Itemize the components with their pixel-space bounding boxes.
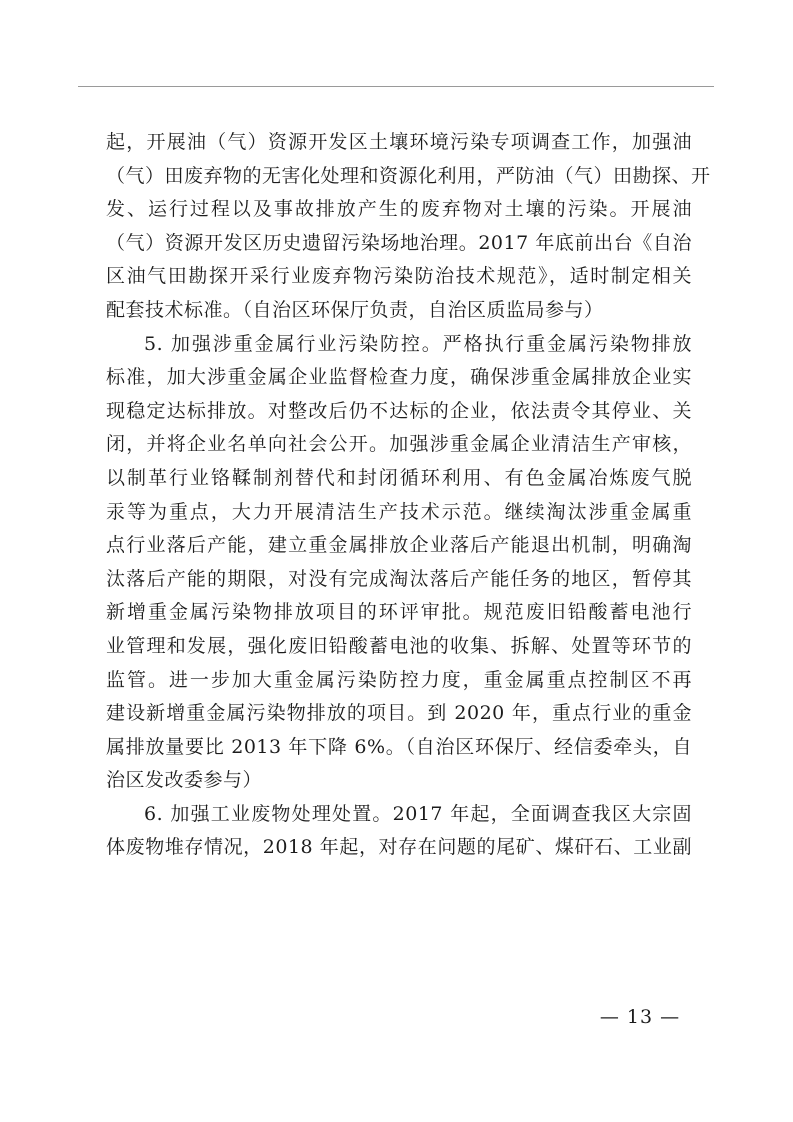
text-line: 建设新增重金属污染物排放的项目。到 2020 年，重点行业的重金 bbox=[106, 702, 692, 725]
text-line: 监管。进一步加大重金属污染防控力度，重金属重点控制区不再 bbox=[106, 668, 692, 691]
text-line: 5. 加强涉重金属行业污染防控。严格执行重金属污染物排放 bbox=[144, 332, 692, 355]
text-line: 点行业落后产能，建立重金属排放企业落后产能退出机制，明确淘 bbox=[106, 534, 692, 557]
text-line: 汰落后产能的期限，对没有完成淘汰落后产能任务的地区，暂停其 bbox=[106, 567, 692, 590]
body-text bbox=[106, 126, 711, 865]
text-line: 配套技术标准。（自治区环保厅负责，自治区质监局参与） bbox=[106, 298, 604, 321]
text-line: 区油气田勘探开采行业废弃物污染防治技术规范》，适时制定相关 bbox=[106, 265, 692, 288]
text-line: 治区发改委参与） bbox=[106, 769, 263, 792]
text-line: 闭，并将企业名单向社会公开。加强涉重金属企业清洁生产审核， bbox=[106, 433, 692, 456]
text-line: 6. 加强工业废物处理处置。2017 年起，全面调查我区大宗固 bbox=[144, 802, 692, 825]
text-line: 业管理和发展，强化废旧铅酸蓄电池的收集、拆解、处置等环节的 bbox=[106, 634, 692, 657]
text-line: 属排放量要比 2013 年下降 6%。（自治区环保厅、经信委牵头，自 bbox=[106, 735, 692, 758]
text-line: 现稳定达标排放。对整改后仍不达标的企业，依法责令其停业、关 bbox=[106, 399, 692, 422]
text-line: 标准，加大涉重金属企业监督检查力度，确保涉重金属排放企业实 bbox=[106, 366, 692, 389]
text-line: 起，开展油（气）资源开发区土壤环境污染专项调查工作，加强油 bbox=[106, 131, 692, 153]
text-line: 汞等为重点，大力开展清洁生产技术示范。继续淘汰涉重金属重 bbox=[106, 500, 692, 523]
text-line: 体废物堆存情况，2018 年起，对存在问题的尾矿、煤矸石、工业副 bbox=[106, 836, 692, 859]
text-line: 发、运行过程以及事故排放产生的废弃物对土壤的污染。开展油 bbox=[106, 198, 692, 221]
text-line: （气）资源开发区历史遗留污染场地治理。2017 年底前出台《自治 bbox=[106, 231, 692, 254]
page-number: — 13 — bbox=[599, 1006, 681, 1028]
text-line: 以制革行业铬鞣制剂替代和封闭循环利用、有色金属冶炼废气脱 bbox=[106, 466, 692, 489]
header-rule bbox=[78, 86, 714, 87]
text-line: （气）田废弃物的无害化处理和资源化利用，严防油（气）田勘探、开 bbox=[106, 164, 711, 187]
text-line: 新增重金属污染物排放项目的环评审批。规范废旧铅酸蓄电池行 bbox=[106, 601, 692, 624]
